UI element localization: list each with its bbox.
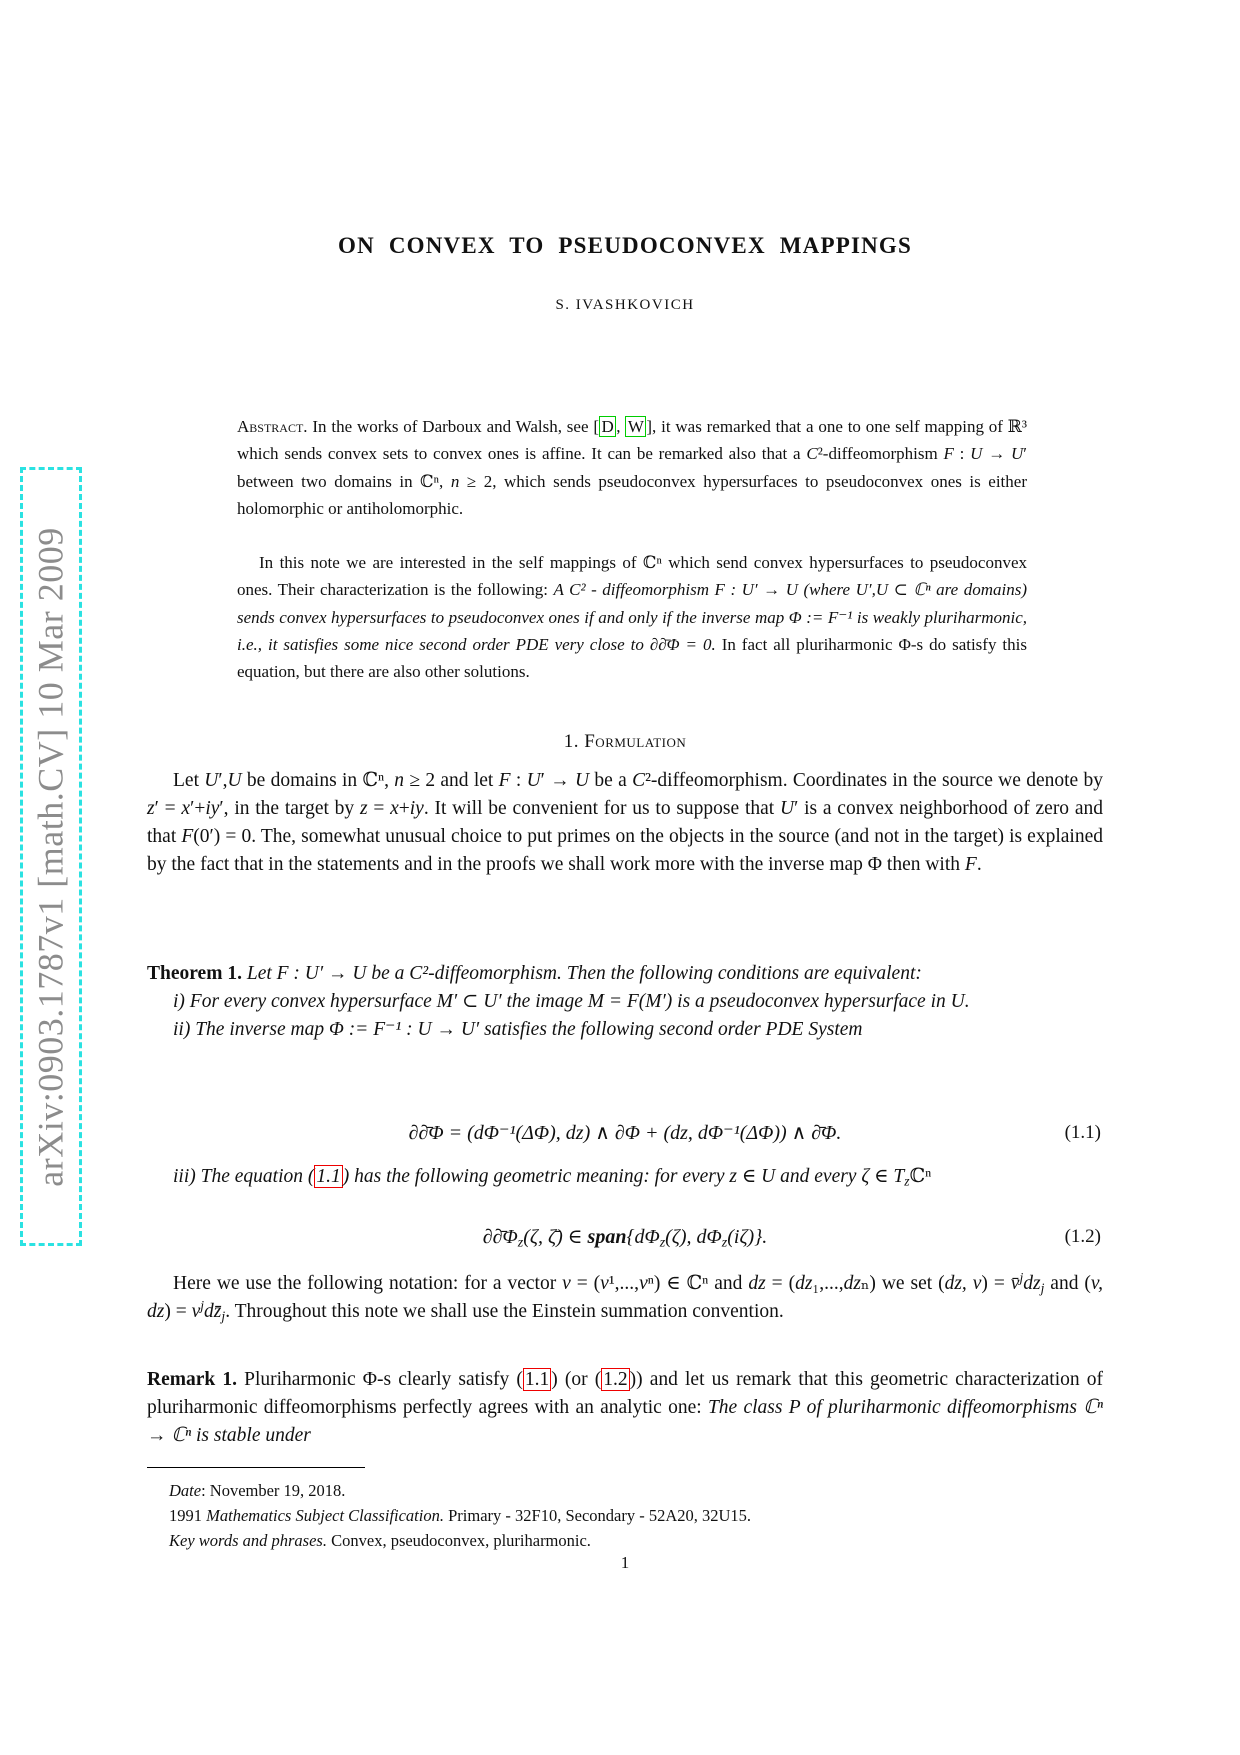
text-segment: ′ → (540, 770, 576, 791)
text-segment: x (390, 798, 399, 819)
equation-ref-link-1-2[interactable]: 1.2 (603, 1369, 628, 1390)
text-segment: ) = (981, 1273, 1011, 1294)
text-segment: ₁,..., (812, 1273, 844, 1294)
text-segment: U (227, 770, 242, 791)
text-segment: v (639, 1273, 648, 1294)
text-segment: z (147, 798, 155, 819)
equation-ref-link-1-1[interactable]: 1.1 (524, 1369, 550, 1390)
citation-link-W[interactable]: W (625, 416, 646, 437)
text-segment: F (964, 854, 977, 875)
text-segment: 1991 (169, 1506, 207, 1525)
text-segment: z (359, 798, 368, 819)
text-segment: In the works of Darboux and Walsh, see [ (307, 417, 599, 436)
text-segment: dz (843, 1273, 861, 1294)
text-segment: + (398, 798, 410, 819)
paper-author: S. IVASHKOVICH (555, 297, 695, 313)
text-segment: v, dz (147, 1273, 1103, 1322)
text-segment: j (1019, 1270, 1024, 1286)
text-segment: = ( (570, 1273, 601, 1294)
equation-1-1-number: (1.1) (1064, 1121, 1101, 1143)
text-segment: . Throughout this note we shall use the Einstein summation convention. (225, 1301, 784, 1322)
text-segment: dz (795, 1273, 813, 1294)
equation-1-2 (147, 1224, 1103, 1249)
text-segment: z (904, 1173, 910, 1189)
footnote-date (147, 1481, 1103, 1501)
text-segment: : (510, 770, 527, 791)
text-segment: ′ is a convex neighborhood of zero and that (147, 798, 1103, 847)
text-segment: Let (173, 770, 205, 791)
text-segment: dz, v (944, 1273, 982, 1294)
text-segment: x (181, 798, 191, 819)
text-segment: ′+ (190, 798, 206, 819)
paper-title: ON CONVEX TO PSEUDOCONVEX MAPPINGS (338, 233, 912, 258)
text-segment: F (943, 444, 954, 464)
text-segment: = ( (765, 1273, 796, 1294)
arxiv-stamp (20, 467, 82, 1246)
text-segment: j (221, 1308, 226, 1324)
equation-1-2-formula (482, 1226, 768, 1251)
theorem-1 (147, 960, 1103, 1044)
text-segment: . (976, 854, 982, 875)
footnote-rule (147, 1467, 365, 1468)
text-segment: ²-diffeomorphism (817, 444, 944, 464)
text-segment: C (806, 444, 818, 464)
equation-1-2-number: (1.2) (1064, 1225, 1101, 1247)
text-segment: ¹,..., (608, 1273, 640, 1294)
text-segment: Convex, pseudoconvex, pluriharmonic. (326, 1531, 591, 1550)
text-segment: U (970, 444, 983, 464)
footnote-keywords (147, 1531, 1103, 1551)
text-segment: n (450, 471, 460, 491)
text-segment: ⁿ) ∈ ℂⁿ and (647, 1273, 749, 1294)
text-segment: ∂∂̄Φ = (dΦ⁻¹(ΔΦ), dz) ∧ ∂Φ + (dz, dΦ⁻¹(ΔΦ)) ∧ ∂̄Φ. (408, 1122, 842, 1144)
text-segment: iy (205, 798, 220, 819)
equation-ref-link-1-1[interactable]: 1.1 (316, 1166, 341, 1187)
text-segment: U (1010, 444, 1024, 464)
text-segment: span (587, 1226, 627, 1248)
footnote-classification (147, 1506, 1103, 1526)
theorem-1-statement (147, 960, 1103, 988)
text-segment: ′ between two domains in ℂⁿ, (237, 444, 1027, 491)
theorem-1-condition-i (147, 988, 1103, 1016)
text-segment: dz̄ (204, 1301, 222, 1322)
abstract-paragraph-1 (237, 413, 1027, 522)
text-segment: be a (589, 770, 633, 791)
text-segment: ′ = (154, 798, 182, 819)
text-segment: In this note we are interested in the self mappings of ℂⁿ which send convex hypersurfaces to pseudoconvex ones. Their characterization is the following: (237, 553, 1027, 600)
text-segment: v (600, 1273, 609, 1294)
remark-1 (147, 1366, 1103, 1450)
text-segment: Key words and phrases. (169, 1531, 327, 1550)
text-segment: A C² - diffeomorphism F : U′ → U (where U′,U ⊂ ℂⁿ are domains) sends convex hypersurfaces to pseudoconvex ones if and only if the inverse map Φ := F⁻¹ is weakly pluriharmonic, i.e., it satisfies some nice second order PDE very close to ∂∂̄Φ = 0. (237, 580, 1027, 654)
text-segment: ) = (164, 1301, 192, 1322)
text-segment: Mathematics Subject Classification. (206, 1506, 444, 1525)
text-segment: and ( (1044, 1273, 1091, 1294)
text-segment: In fact all pluriharmonic Φ-s do satisfy this equation, but there are also other solutions. (237, 634, 1027, 682)
text-segment: v (562, 1273, 571, 1294)
text-segment: n (394, 770, 405, 791)
body-paragraph-1 (147, 767, 1103, 879)
abstract-paragraph-2 (237, 549, 1027, 685)
text-segment: ) has the following geometric meaning: for every z ∈ U and every ζ ∈ T (342, 1166, 905, 1187)
text-segment: Here we use the following notation: for a vector (173, 1273, 563, 1294)
text-segment: j (200, 1298, 205, 1314)
text-segment: F (181, 826, 194, 847)
text-segment: , (616, 417, 626, 436)
text-segment: . It will be convenient for us to suppose that (423, 798, 780, 819)
text-segment: ∂∂̄Φ (482, 1226, 518, 1248)
text-segment: ≥ 2, which sends pseudoconvex hypersurfaces to pseudoconvex ones is either holomorphic or antiholomorphic. (237, 471, 1027, 518)
text-segment: U (575, 770, 590, 791)
text-segment: Pluriharmonic Φ-s clearly satisfy ( (236, 1369, 523, 1390)
text-segment: Theorem 1. (147, 963, 242, 984)
text-segment: v (191, 1301, 201, 1322)
text-segment: z (721, 1235, 728, 1251)
text-segment: U (526, 770, 541, 791)
text-segment: j (1040, 1280, 1045, 1296)
text-segment: = (367, 798, 391, 819)
text-segment: {dΦ (626, 1226, 660, 1248)
text-segment: : (953, 444, 971, 464)
text-segment: Remark 1. (147, 1369, 237, 1390)
text-segment: U (204, 770, 219, 791)
text-segment: ′, (218, 770, 228, 791)
text-segment: ℂⁿ (909, 1166, 932, 1187)
arxiv-identifier: arXiv:0903.1787v1 [math.CV] 10 Mar 2009 (31, 526, 72, 1187)
text-segment: iii) The equation ( (173, 1166, 315, 1187)
equation-1-1 (147, 1120, 1103, 1145)
text-segment: The class P of pluriharmonic diffeomorphisms ℂⁿ → ℂⁿ is stable under (147, 1397, 1103, 1446)
text-segment: (ζ), dΦ (665, 1226, 722, 1248)
citation-link-D[interactable]: D (599, 416, 616, 437)
section-heading-formulation (147, 731, 1103, 753)
text-segment: z (659, 1235, 666, 1251)
text-segment: iy (409, 798, 424, 819)
text-segment: Primary - 32F10, Secondary - 52A20, 32U15. (443, 1506, 752, 1525)
text-segment: (iζ)}. (727, 1226, 768, 1248)
text-segment: C (632, 770, 646, 791)
text-segment: 1. (563, 731, 585, 752)
text-segment: U (779, 798, 795, 819)
text-segment: ≥ 2 and let (404, 770, 499, 791)
notation-paragraph (147, 1270, 1103, 1326)
text-segment: (ζ, ζ̄) ∈ (523, 1226, 588, 1248)
text-segment: (0′) = 0. The, somewhat unusual choice to put primes on the objects in the source (and not in the target) is explained by the fact that in the statements and in the proofs we shall work more with the inverse map Φ then with (147, 826, 1103, 875)
text-segment: Formulation (584, 731, 687, 752)
text-segment: → (982, 444, 1011, 464)
text-segment: dz (748, 1273, 766, 1294)
text-segment: F (498, 770, 511, 791)
equation-1-1-formula (409, 1122, 842, 1144)
text-segment: ²-diffeomorphism. Coordinates in the source we denote by (645, 770, 1103, 791)
text-segment: )) and let us remark that this geometric characterization of pluriharmonic diffeomorphisms perfectly agrees with an analytic one: (147, 1369, 1103, 1418)
text-segment: ₙ) we set ( (860, 1273, 945, 1294)
text-segment: Date (169, 1481, 202, 1500)
text-segment: be domains in ℂⁿ, (241, 770, 395, 791)
text-segment: dz (1023, 1273, 1041, 1294)
theorem-1-condition-iii (147, 1163, 1103, 1191)
text-segment: ii) The inverse map Φ := F⁻¹ : U → U′ satisfies the following second order PDE System (173, 1019, 863, 1040)
text-segment: ) (or ( (551, 1369, 602, 1390)
text-segment: : November 19, 2018. (201, 1481, 346, 1500)
page-number: 1 (620, 1553, 630, 1572)
theorem-1-condition-ii (147, 1016, 1103, 1044)
text-segment: Let F : U′ → U be a C²-diffeomorphism. Then the following conditions are equivalent: (241, 963, 922, 984)
text-segment: Abstract. (237, 417, 308, 436)
text-segment: v̄ (1010, 1273, 1020, 1294)
text-segment: ′, in the target by (219, 798, 360, 819)
text-segment: ], it was remarked that a one to one self mapping of ℝ³ which sends convex sets to convex ones is affine. It can be remarked also that a (237, 417, 1027, 464)
text-segment: z (517, 1235, 524, 1251)
text-segment: i) For every convex hypersurface M′ ⊂ U′ the image M = F(M′) is a pseudoconvex hypersurface in U. (173, 991, 970, 1012)
